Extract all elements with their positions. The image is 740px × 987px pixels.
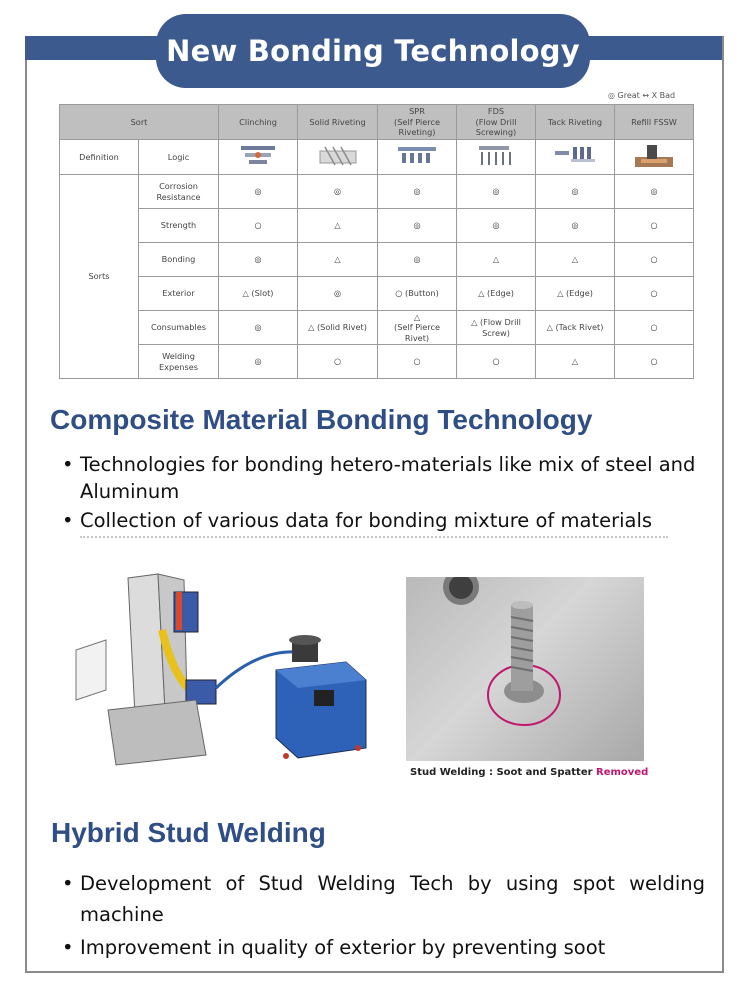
table-cell: ○ — [615, 277, 694, 311]
table-cell: ◎ — [457, 209, 536, 243]
photo-caption — [410, 767, 648, 778]
composite-heading: Composite Material Bonding Technology — [50, 404, 593, 435]
logic-diagram-solid-riveting — [298, 140, 378, 175]
spot-welding-machine-illustration — [66, 570, 386, 780]
hybrid-heading: Hybrid Stud Welding — [51, 817, 326, 848]
caption-prefix: Stud Welding : Soot and Spatter — [410, 767, 597, 778]
row-label: Welding Expenses — [139, 345, 219, 379]
table-cell: ○ — [457, 345, 536, 379]
table-row — [60, 175, 694, 209]
table-row — [60, 311, 694, 345]
table-cell: ◎ — [378, 209, 457, 243]
table-row — [60, 209, 694, 243]
table-cell: ◎ — [219, 175, 298, 209]
sorts-label: Sorts — [60, 175, 139, 379]
logic-diagram-tack-riveting — [536, 140, 615, 175]
table-cell: ○ (Button) — [378, 277, 457, 311]
row-label: Consumables — [139, 311, 219, 345]
table-cell: ◎ — [219, 311, 298, 345]
sort-header: Sort — [60, 105, 219, 140]
table-row — [60, 243, 694, 277]
table-cell: △ — [298, 209, 378, 243]
column-header: FDS (Flow Drill Screwing) — [457, 105, 536, 140]
table-cell: △ (Tack Rivet) — [536, 311, 615, 345]
table-cell: ○ — [615, 243, 694, 277]
table-cell: △ — [536, 243, 615, 277]
table-cell: △ (Solid Rivet) — [298, 311, 378, 345]
table-cell: ◎ — [298, 277, 378, 311]
table-cell: △ (Edge) — [536, 277, 615, 311]
table-cell: △ — [457, 243, 536, 277]
definition-label: Definition — [60, 140, 139, 175]
logic-diagram-refill-fssw — [615, 140, 694, 175]
bonding-comparison-table — [59, 104, 694, 379]
logic-diagram-fds — [457, 140, 536, 175]
table-cell: ○ — [298, 345, 378, 379]
table-cell: ○ — [615, 209, 694, 243]
column-header: Clinching — [219, 105, 298, 140]
table-cell: ◎ — [536, 209, 615, 243]
table-cell: △ — [536, 345, 615, 379]
table-cell: △ — [298, 243, 378, 277]
rating-legend: ◎ Great ↔ X Bad — [608, 91, 676, 100]
table-cell: ○ — [615, 345, 694, 379]
row-label: Corrosion Resistance — [139, 175, 219, 209]
title-banner — [156, 14, 590, 88]
logic-label: Logic — [139, 140, 219, 175]
row-label: Strength — [139, 209, 219, 243]
table-row — [60, 345, 694, 379]
caption-highlight: Removed — [596, 767, 649, 778]
table-row — [60, 277, 694, 311]
table-cell: ◎ — [298, 175, 378, 209]
list-item: • Development of Stud Welding Tech by using spot welding machine — [60, 868, 705, 930]
table-cell: ○ — [615, 311, 694, 345]
logic-row — [60, 140, 694, 175]
composite-bullet-list — [60, 451, 700, 534]
table-cell: △ (Flow Drill Screw) — [457, 311, 536, 345]
column-header: Solid Riveting — [298, 105, 378, 140]
table-header-row — [60, 105, 694, 140]
divider — [80, 536, 668, 538]
table-cell: ◎ — [378, 175, 457, 209]
row-label: Exterior — [139, 277, 219, 311]
hybrid-bullet-list — [60, 868, 705, 963]
table-cell: △ (Slot) — [219, 277, 298, 311]
column-header: SPR (Self Pierce Riveting) — [378, 105, 457, 140]
table-cell: △ (Self Pierce Rivet) — [378, 311, 457, 345]
column-header: Refill FSSW — [615, 105, 694, 140]
page-title: New Bonding Technology — [166, 34, 580, 68]
table-cell: ◎ — [378, 243, 457, 277]
table-cell: ◎ — [615, 175, 694, 209]
logic-diagram-spr — [378, 140, 457, 175]
table-cell: ◎ — [536, 175, 615, 209]
table-cell: ○ — [219, 209, 298, 243]
table-cell: △ (Edge) — [457, 277, 536, 311]
table-cell: ◎ — [219, 243, 298, 277]
list-item: • Improvement in quality of exterior by preventing soot — [60, 932, 705, 963]
table-cell: ○ — [378, 345, 457, 379]
logic-diagram-clinching — [219, 140, 298, 175]
table-cell: ◎ — [457, 175, 536, 209]
table-cell: ◎ — [219, 345, 298, 379]
list-item: • Technologies for bonding hetero-materials like mix of steel and Aluminum — [60, 451, 700, 505]
list-item: • Collection of various data for bonding mixture of materials — [60, 507, 700, 534]
row-label: Bonding — [139, 243, 219, 277]
stud-welding-photo — [406, 577, 644, 761]
column-header: Tack Riveting — [536, 105, 615, 140]
